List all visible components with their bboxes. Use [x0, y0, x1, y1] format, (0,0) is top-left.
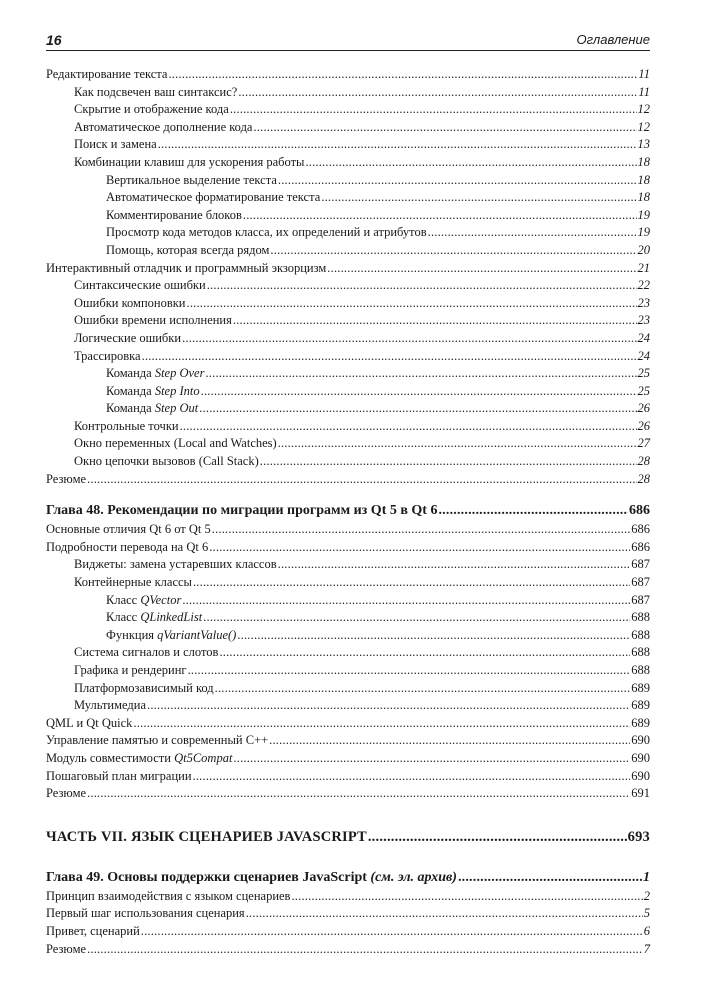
- entry-title-text: Команда: [106, 366, 155, 381]
- toc-entry[interactable]: [46, 348, 650, 366]
- toc-chapter-49[interactable]: [46, 868, 650, 888]
- dot-leader: [305, 154, 636, 172]
- entry-title: [46, 768, 192, 786]
- toc-entry[interactable]: [46, 644, 650, 662]
- entry-page: 691: [631, 786, 650, 801]
- toc-entry[interactable]: [46, 888, 650, 906]
- toc-entry[interactable]: [46, 119, 650, 137]
- toc-entry[interactable]: [46, 697, 650, 715]
- entry-title: [106, 242, 269, 260]
- entry-title: [74, 435, 277, 453]
- entry-page: 19: [637, 225, 650, 240]
- toc-entry[interactable]: [46, 539, 650, 557]
- entry-title: [74, 662, 187, 680]
- dot-leader: [458, 868, 642, 888]
- toc-entry[interactable]: [46, 260, 650, 278]
- toc-chapter-48[interactable]: [46, 501, 650, 521]
- entry-title: [74, 556, 277, 574]
- toc-entry[interactable]: [46, 207, 650, 225]
- entry-title-text: Логические ошибки: [74, 330, 182, 345]
- entry-page: 18: [637, 190, 650, 205]
- toc-entry[interactable]: [46, 627, 650, 645]
- dot-leader: [133, 715, 630, 733]
- entry-title: [74, 680, 214, 698]
- entry-page: 23: [637, 313, 650, 328]
- entry-title-text: Мультимедиа: [74, 698, 147, 713]
- dot-leader: [368, 826, 627, 848]
- entry-page: 688: [631, 610, 650, 625]
- toc-entry[interactable]: [46, 435, 650, 453]
- dot-leader: [238, 84, 637, 102]
- entry-page: 27: [637, 436, 650, 451]
- entry-page: 20: [637, 242, 650, 257]
- entry-title-text: Графика и рендеринг: [74, 663, 187, 677]
- dot-leader: [291, 888, 642, 906]
- entry-title: [46, 471, 86, 489]
- entry-title-text: Функция: [106, 627, 158, 642]
- table-of-contents: [46, 66, 650, 958]
- dot-leader: [233, 312, 637, 330]
- toc-entry[interactable]: [46, 312, 650, 330]
- entry-title: [46, 888, 290, 906]
- toc-entry[interactable]: [46, 715, 650, 733]
- entry-title: [106, 207, 242, 225]
- entry-title: [46, 905, 245, 923]
- entry-page: 25: [637, 366, 650, 381]
- entry-title: [46, 941, 86, 959]
- entry-title-text: Пошаговый план миграции: [46, 768, 192, 783]
- entry-title-text: Редактирование текста: [46, 67, 168, 81]
- entry-title-text: Вертикальное выделение текста: [106, 172, 277, 187]
- entry-title-text: Трассировка: [74, 348, 141, 363]
- entry-page: 686: [631, 522, 650, 537]
- entry-title-text: Привет, сценарий: [46, 923, 140, 938]
- entry-page: 7: [643, 941, 650, 956]
- entry-title-text: Контрольные точки: [74, 418, 179, 433]
- dot-leader: [278, 435, 637, 453]
- entry-title-code: Step Into: [154, 383, 200, 398]
- entry-title: [74, 330, 181, 348]
- entry-page: 690: [631, 768, 650, 783]
- entry-page: 26: [637, 418, 650, 433]
- entry-title-code: Step Over: [154, 366, 205, 381]
- entry-page: 688: [631, 645, 650, 660]
- entry-title-text: Управление памятью и современный C++: [46, 733, 269, 748]
- entry-title-text: Виджеты: замена устаревших классов: [74, 557, 277, 572]
- dot-leader: [203, 609, 630, 627]
- entry-title: [46, 715, 132, 733]
- entry-title: [74, 84, 237, 102]
- entry-title: [46, 785, 86, 803]
- entry-title-text: Принцип взаимодействия с языком сценариев: [46, 888, 291, 903]
- entry-title: [106, 365, 204, 383]
- entry-title-text: Команда: [106, 383, 155, 398]
- entry-page: 25: [637, 383, 650, 398]
- dot-leader: [212, 521, 631, 539]
- dot-leader: [278, 172, 637, 190]
- entry-page: 687: [631, 557, 650, 572]
- entry-title: [46, 260, 326, 278]
- dot-leader: [182, 592, 630, 610]
- entry-page: 688: [631, 627, 650, 642]
- entry-title: [74, 453, 259, 471]
- entry-title-text: Помощь, которая всегда рядом: [106, 242, 270, 257]
- toc-block-chapter-49: [46, 888, 650, 958]
- entry-title: [74, 136, 157, 154]
- entry-title: [74, 312, 232, 330]
- running-header: [46, 30, 650, 51]
- chapter-title-text: Глава 49. Основы поддержки сценариев JavaScript: [46, 869, 371, 885]
- entry-page: 24: [637, 348, 650, 363]
- toc-entry[interactable]: [46, 136, 650, 154]
- toc-entry[interactable]: [46, 680, 650, 698]
- dot-leader: [243, 207, 637, 225]
- toc-entry[interactable]: [46, 905, 650, 923]
- toc-entry[interactable]: [46, 941, 650, 959]
- entry-title-text: Резюме: [46, 786, 87, 801]
- toc-entry[interactable]: [46, 330, 650, 348]
- entry-page: 28: [637, 471, 650, 486]
- entry-title: [74, 101, 229, 119]
- dot-leader: [87, 785, 630, 803]
- toc-entry[interactable]: [46, 172, 650, 190]
- entry-page: 686: [631, 539, 650, 554]
- entry-title-text: Просмотр кода методов класса, их определений и атрибутов: [106, 225, 427, 240]
- entry-title-text: Интерактивный отладчик и программный экзорцизм: [46, 260, 327, 275]
- entry-page: 689: [631, 715, 650, 730]
- entry-title-text: Ошибки компоновки: [74, 295, 186, 310]
- entry-page: 2: [643, 888, 650, 903]
- running-section-title: Оглавление: [576, 32, 650, 47]
- entry-title: [46, 521, 211, 539]
- page-number: 16: [46, 32, 62, 48]
- dot-leader: [187, 295, 637, 313]
- chapter-title: [46, 868, 457, 888]
- dot-leader: [237, 627, 630, 645]
- chapter-title: Глава 48. Рекомендации по миграции программ из Qt 5 в Qt 6: [46, 503, 438, 519]
- entry-page: 18: [637, 172, 650, 187]
- toc-entry[interactable]: [46, 383, 650, 401]
- entry-page: 24: [637, 330, 650, 345]
- entry-title: [74, 119, 253, 137]
- dot-leader: [180, 418, 637, 436]
- entry-title-code: Qt5Compat: [174, 750, 233, 765]
- entry-title-text: Синтаксические ошибки: [74, 278, 206, 293]
- dot-leader: [428, 224, 637, 242]
- toc-entry[interactable]: [46, 768, 650, 786]
- dot-leader: [230, 101, 637, 119]
- entry-page: 26: [637, 401, 650, 416]
- chapter-title-note: (см. эл. архив): [370, 869, 457, 885]
- dot-leader: [209, 539, 630, 557]
- dot-leader: [269, 732, 630, 750]
- entry-title-text: Автоматическое форматирование текста: [106, 190, 321, 205]
- toc-entry[interactable]: [46, 750, 650, 768]
- toc-entry[interactable]: [46, 574, 650, 592]
- toc-entry[interactable]: [46, 521, 650, 539]
- toc-entry[interactable]: [46, 732, 650, 750]
- toc-part-7[interactable]: [46, 826, 650, 848]
- entry-title-text: Комментирование блоков: [106, 207, 242, 222]
- entry-title: [74, 154, 304, 172]
- toc-block-chapter-48: [46, 521, 650, 803]
- dot-leader: [327, 260, 636, 278]
- part-page: 693: [627, 828, 650, 845]
- entry-title-code: QLinkedList: [140, 610, 203, 625]
- toc-entry[interactable]: [46, 365, 650, 383]
- entry-title: [106, 224, 427, 242]
- toc-entry[interactable]: [46, 453, 650, 471]
- toc-entry[interactable]: [46, 277, 650, 295]
- dot-leader: [168, 66, 637, 84]
- entry-page: 11: [638, 84, 650, 99]
- entry-title: [106, 172, 277, 190]
- dot-leader: [193, 768, 631, 786]
- entry-title-text: Платформозависимый код: [74, 680, 214, 695]
- entry-title-code: qVariantValue(): [157, 627, 237, 642]
- entry-page: 6: [643, 923, 650, 938]
- entry-title: [74, 277, 206, 295]
- entry-page: 690: [631, 750, 650, 765]
- toc-entry[interactable]: [46, 224, 650, 242]
- entry-page: 689: [631, 680, 650, 695]
- entry-title-text: Класс: [106, 610, 141, 625]
- entry-title-text: Команда: [106, 401, 155, 416]
- dot-leader: [141, 923, 643, 941]
- entry-title-text: Система сигналов и слотов: [74, 645, 219, 660]
- toc-entry[interactable]: [46, 84, 650, 102]
- toc-entry[interactable]: [46, 785, 650, 803]
- dot-leader: [254, 119, 637, 137]
- entry-page: 690: [631, 733, 650, 748]
- entry-title-text: Модуль совместимости: [46, 750, 175, 765]
- dot-leader: [193, 574, 630, 592]
- spacer: [46, 848, 650, 868]
- toc-entry[interactable]: [46, 66, 650, 84]
- dot-leader: [321, 189, 636, 207]
- dot-leader: [142, 348, 637, 366]
- entry-page: 5: [643, 906, 650, 921]
- dot-leader: [87, 941, 643, 959]
- dot-leader: [147, 697, 630, 715]
- entry-title-text: Резюме: [46, 471, 87, 486]
- dot-leader: [158, 136, 637, 154]
- toc-entry[interactable]: [46, 662, 650, 680]
- entry-page: 23: [637, 295, 650, 310]
- entry-page: 12: [637, 119, 650, 134]
- entry-page: 687: [631, 592, 650, 607]
- entry-title: [106, 609, 202, 627]
- entry-title: [106, 400, 198, 418]
- toc-entry[interactable]: [46, 189, 650, 207]
- entry-page: 688: [631, 663, 650, 677]
- dot-leader: [188, 662, 631, 680]
- toc-entry[interactable]: [46, 242, 650, 260]
- entry-title: [46, 732, 268, 750]
- entry-title: [74, 348, 141, 366]
- dot-leader: [87, 471, 636, 489]
- toc-entry[interactable]: [46, 556, 650, 574]
- entry-title-text: Класс: [106, 592, 141, 607]
- dot-leader: [199, 400, 636, 418]
- entry-title: [74, 697, 146, 715]
- entry-title: [46, 923, 140, 941]
- entry-title-code: QVector: [140, 592, 182, 607]
- entry-title: [74, 574, 192, 592]
- dot-leader: [215, 680, 631, 698]
- toc-entry[interactable]: [46, 101, 650, 119]
- entry-title-text: Автоматическое дополнение кода: [74, 119, 253, 134]
- dot-leader: [246, 905, 643, 923]
- entry-title: [46, 539, 208, 557]
- entry-page: 21: [637, 260, 650, 275]
- entry-title-text: Окно переменных (Local and Watches): [74, 436, 277, 451]
- chapter-page: 1: [643, 869, 650, 885]
- dot-leader: [233, 750, 630, 768]
- entry-title: [46, 750, 232, 768]
- entry-page: 687: [631, 575, 650, 590]
- entry-page: 22: [637, 278, 650, 293]
- dot-leader: [201, 383, 637, 401]
- entry-page: 689: [631, 698, 650, 713]
- entry-title: [106, 189, 320, 207]
- entry-page: 12: [637, 102, 650, 117]
- entry-title-text: QML и Qt Quick: [46, 715, 133, 730]
- entry-title-text: Скрытие и отображение кода: [74, 102, 229, 117]
- dot-leader: [278, 556, 631, 574]
- chapter-page: 686: [629, 503, 650, 519]
- entry-title-code: Step Out: [154, 401, 199, 416]
- entry-page: 11: [638, 67, 650, 81]
- entry-page: 28: [637, 454, 650, 469]
- entry-title: [106, 383, 200, 401]
- toc-entry[interactable]: [46, 923, 650, 941]
- entry-title-text: Резюме: [46, 941, 87, 956]
- toc-entry[interactable]: [46, 471, 650, 489]
- entry-title: [74, 644, 218, 662]
- dot-leader: [270, 242, 636, 260]
- entry-title: [74, 295, 186, 313]
- entry-title: [46, 66, 167, 84]
- dot-leader: [205, 365, 636, 383]
- entry-title-text: Основные отличия Qt 6 от Qt 5: [46, 522, 211, 537]
- dot-leader: [182, 330, 636, 348]
- entry-title-text: Контейнерные классы: [74, 575, 192, 590]
- entry-page: 13: [637, 137, 650, 152]
- entry-title-text: Окно цепочки вызовов (Call Stack): [74, 454, 259, 469]
- entry-title-text: Поиск и замена: [74, 137, 157, 152]
- entry-title: [74, 418, 179, 436]
- dot-leader: [207, 277, 637, 295]
- toc-block-chapter-47-tail: [46, 66, 650, 488]
- toc-entry[interactable]: [46, 609, 650, 627]
- entry-title-text: Ошибки времени исполнения: [74, 313, 232, 328]
- spacer: [46, 803, 650, 826]
- entry-title-text: Как подсвечен ваш синтаксис?: [74, 84, 238, 99]
- entry-title-text: Комбинации клавиш для ускорения работы: [74, 154, 305, 169]
- entry-page: 18: [637, 154, 650, 169]
- dot-leader: [260, 453, 637, 471]
- toc-entry[interactable]: [46, 400, 650, 418]
- toc-entry[interactable]: [46, 418, 650, 436]
- entry-title-text: Первый шаг использования сценария: [46, 906, 245, 921]
- entry-title: [106, 627, 236, 645]
- spacer: [46, 488, 650, 501]
- part-title: ЧАСТЬ VII. ЯЗЫК СЦЕНАРИЕВ JAVASCRIPT: [46, 828, 367, 845]
- entry-title: [106, 592, 181, 610]
- toc-entry[interactable]: [46, 295, 650, 313]
- dot-leader: [219, 644, 630, 662]
- toc-entry[interactable]: [46, 592, 650, 610]
- entry-page: 19: [637, 207, 650, 222]
- entry-title-text: Подробности перевода на Qt 6: [46, 539, 209, 554]
- toc-entry[interactable]: [46, 154, 650, 172]
- dot-leader: [438, 501, 628, 521]
